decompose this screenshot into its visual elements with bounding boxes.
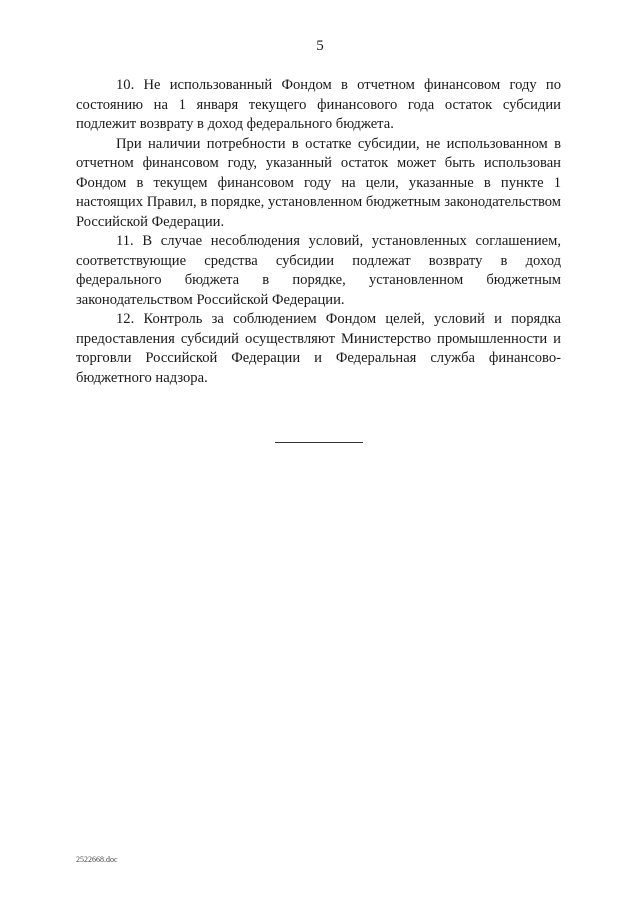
end-separator-line xyxy=(275,442,363,443)
paragraph-11: 11. В случае несоблюдения условий, установленных соглашением, соответствующие средства субсидии подлежат возврату в доход федерального бюджета в порядке, установленном бюджетным законодательством Российской Федерации. xyxy=(76,233,561,308)
paragraph-10-continuation: При наличии потребности в остатке субсидии, не использованном в отчетном финансовом году, указанный остаток может быть использован Фондом в текущем финансовом году на цели, указанные в пункте 1 настоящих Правил, в порядке, установленном бюджетным законодательством Российской Федерации. xyxy=(76,135,561,230)
document-body xyxy=(76,76,561,388)
page-number: 5 xyxy=(316,38,324,54)
paragraph-12: 12. Контроль за соблюдением Фондом целей, условий и порядка предоставления субсидий осуществляют Министерство промышленности и торговли Российской Федерации и Федеральная служба финансово-бюджетного надзора. xyxy=(76,311,561,386)
file-identifier: 2522668.doc xyxy=(76,855,118,864)
paragraph-10: 10. Не использованный Фондом в отчетном финансовом году по состоянию на 1 января текущего финансового года остаток субсидии подлежит возврату в доход федерального бюджета. xyxy=(76,77,561,132)
